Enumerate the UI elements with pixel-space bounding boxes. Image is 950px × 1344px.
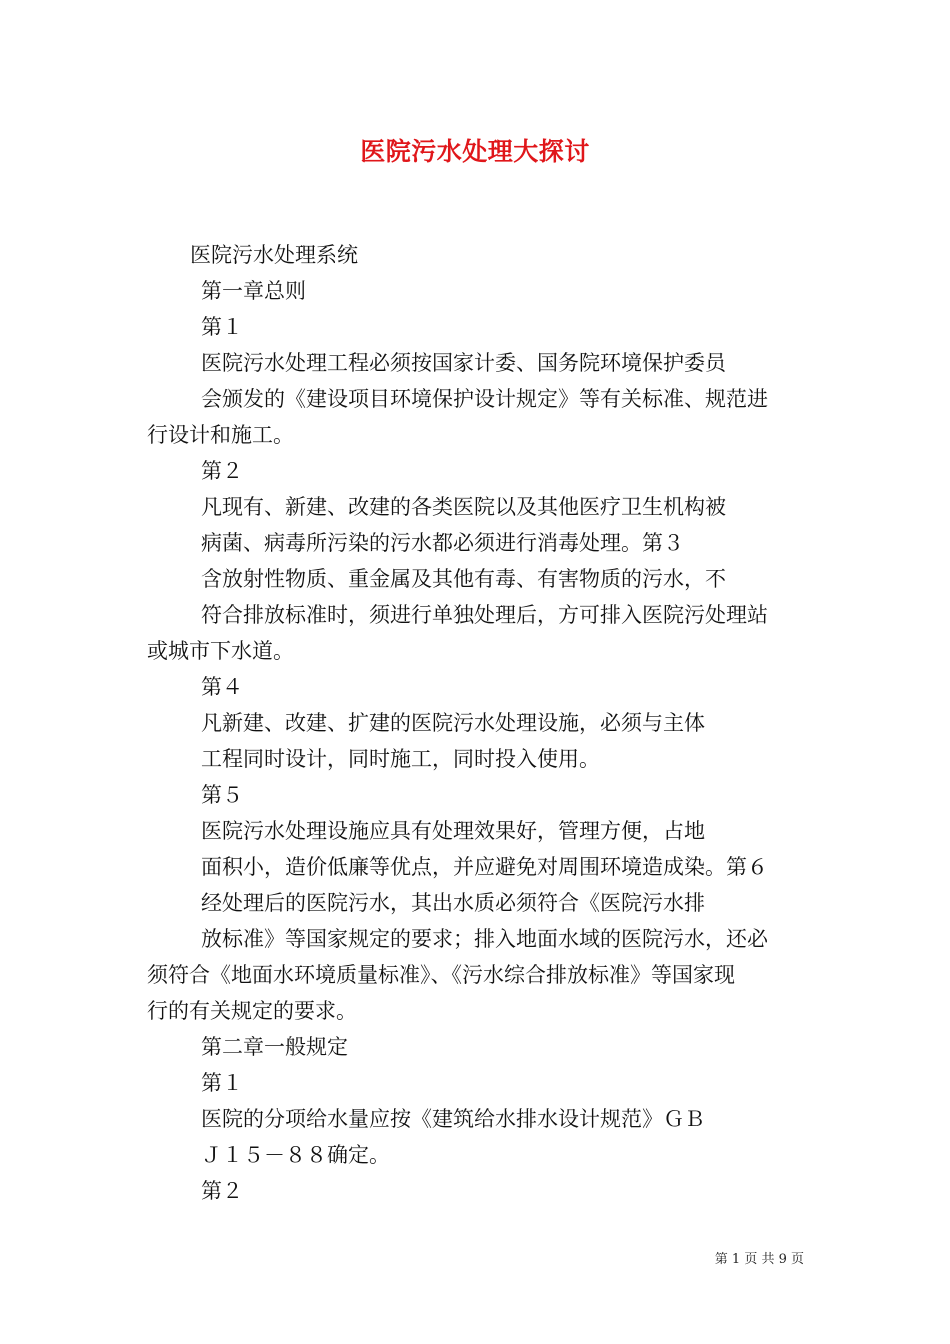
body-line: 医院污水处理工程必须按国家计委、国务院环境保护委员 <box>201 351 726 375</box>
body-line: 行的有关规定的要求。 <box>147 999 357 1023</box>
body-line: 含放射性物质、重金属及其他有毒、有害物质的污水，不 <box>201 567 726 591</box>
body-line: 经处理后的医院污水，其出水质必须符合《医院污水排 <box>201 891 705 915</box>
section-heading: 医院污水处理系统 <box>190 243 358 267</box>
body-line: 病菌、病毒所污染的污水都必须进行消毒处理。第３ <box>201 531 684 555</box>
article-number: 第１ <box>201 315 243 339</box>
body-line: 行设计和施工。 <box>147 423 294 447</box>
body-line: 医院污水处理设施应具有处理效果好，管理方便，占地 <box>201 819 705 843</box>
article-number: 第２ <box>201 459 243 483</box>
body-line: Ｊ１５－８８确定。 <box>201 1143 390 1167</box>
body-line: 或城市下水道。 <box>147 639 294 663</box>
chapter-heading: 第一章总则 <box>201 279 306 303</box>
page-number-footer: 第 1 页 共 9 页 <box>714 1252 804 1267</box>
body-line: 凡新建、改建、扩建的医院污水处理设施，必须与主体 <box>201 711 705 735</box>
body-line: 符合排放标准时，须进行单独处理后，方可排入医院污处理站 <box>201 603 768 627</box>
body-line: 面积小，造价低廉等优点，并应避免对周围环境造成染。第６ <box>201 855 768 879</box>
article-number: 第４ <box>201 675 243 699</box>
body-line: 须符合《地面水环境质量标准》、《污水综合排放标准》等国家现 <box>147 963 735 987</box>
article-number: 第２ <box>201 1179 243 1203</box>
body-line: 凡现有、新建、改建的各类医院以及其他医疗卫生机构被 <box>201 495 726 519</box>
document-title: 医院污水处理大探讨 <box>360 137 590 166</box>
body-line: 放标准》等国家规定的要求；排入地面水域的医院污水，还必 <box>201 927 768 951</box>
body-line: 医院的分项给水量应按《建筑给水排水设计规范》ＧＢ <box>201 1107 705 1131</box>
article-number: 第１ <box>201 1071 243 1095</box>
chapter-heading: 第二章一般规定 <box>201 1035 348 1059</box>
body-line: 会颁发的《建设项目环境保护设计规定》等有关标准、规范进 <box>201 387 768 411</box>
body-line: 工程同时设计，同时施工，同时投入使用。 <box>201 747 600 771</box>
article-number: 第５ <box>201 783 243 807</box>
